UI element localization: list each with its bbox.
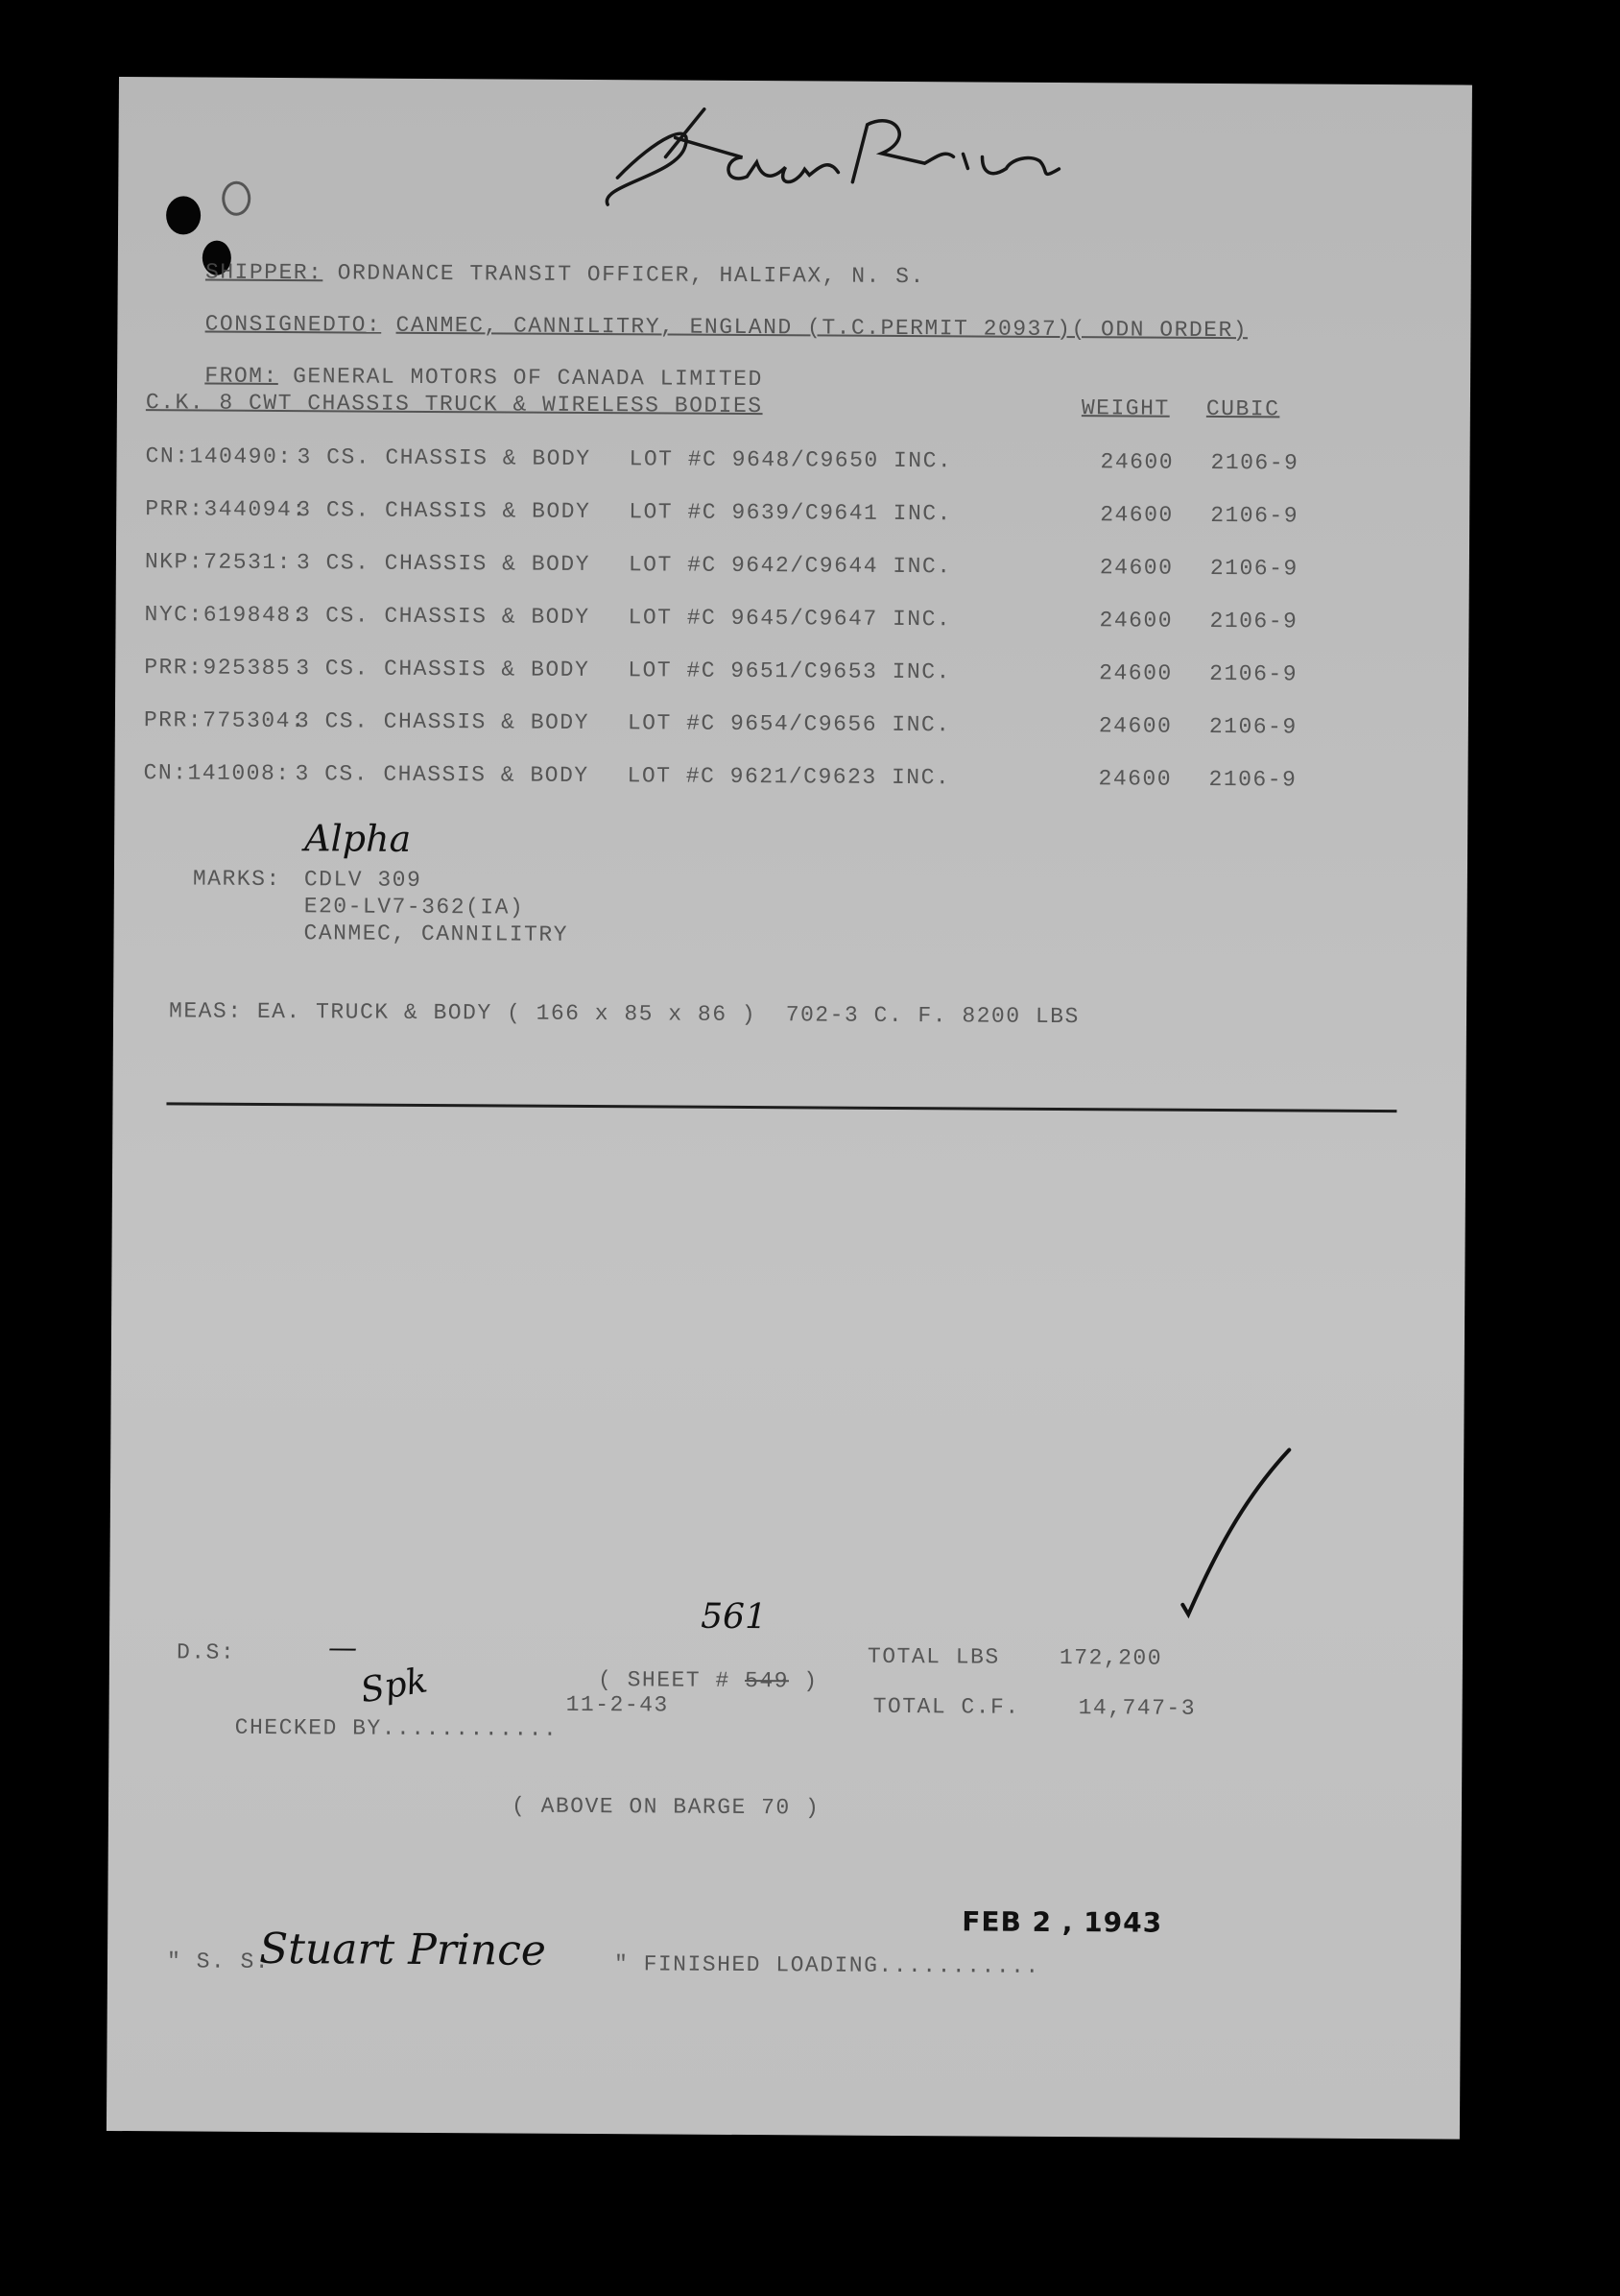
svg-text:Stuart Prince: Stuart Prince [579,98,587,100]
item-desc: 3 CS. CHASSIS & BODY [296,603,590,631]
item-desc: 3 CS. CHASSIS & BODY [297,497,591,525]
sheet-suffix: ) [788,1668,819,1694]
sheet-prefix: ( SHEET # [597,1667,730,1693]
item-lot: LOT #C 9621/C9623 INC. [627,763,951,791]
item-car: CN:141008: [143,760,291,787]
total-cf-value: 14,747-3 [1078,1695,1197,1721]
consigned-value: CANMEC, CANNILITRY, ENGLAND (T.C.PERMIT 20937)( ODN ORDER) [395,312,1249,344]
dash-mark: — [327,1631,358,1665]
checked-initials: Spk [357,1661,431,1711]
sheet-handwritten-number: 561 [701,1596,768,1638]
des-label: D.S: [176,1639,236,1665]
checked-dots: ............ [381,1715,559,1742]
item-weight: 24600 [1099,608,1174,634]
punch-hole [166,196,201,234]
item-car: PRR:775304: [143,707,306,734]
item-lot: LOT #C 9651/C9653 INC. [628,658,951,685]
item-cubic: 2106-9 [1209,608,1298,634]
item-cubic: 2106-9 [1209,555,1298,582]
shipper-label: SHIPPER: [204,259,323,286]
marks-line-2: E20-LV7-362(IA) [303,894,525,921]
item-cubic: 2106-9 [1210,449,1299,476]
item-weight: 24600 [1098,713,1173,739]
items-header-weight: WEIGHT [1081,395,1170,421]
item-lot: LOT #C 9645/C9647 INC. [628,605,952,633]
item-weight: 24600 [1100,449,1175,475]
consigned-label: CONSIGNEDTO: [204,311,382,338]
finished-prefix: " S. S. [166,1949,271,1974]
checked-date: 11-2-43 [565,1691,669,1718]
item-cubic: 2106-9 [1209,660,1298,687]
date-stamp: FEB 2 , 1943 [962,1905,1163,1939]
total-lbs-label: TOTAL LBS [867,1643,1000,1670]
signature-top [579,99,1117,217]
marks-line-3: CANMEC, CANNILITRY [303,921,569,947]
from-value: GENERAL MOTORS OF CANADA LIMITED [293,364,763,393]
marks-label: MARKS: [192,866,281,893]
item-car: PRR:925385 [144,655,292,682]
item-cubic: 2106-9 [1208,713,1298,740]
items-header-description: C.K. 8 CWT CHASSIS TRUCK & WIRELESS BODIES [145,390,763,419]
from-label: FROM: [204,363,278,390]
divider-line [166,1102,1396,1112]
item-desc: 3 CS. CHASSIS & BODY [295,708,590,736]
item-cubic: 2106-9 [1208,766,1298,793]
handwritten-alpha: Alpha [304,817,412,860]
finished-suffix: " FINISHED LOADING........... [613,1951,1040,1979]
measurement-line: MEAS: EA. TRUCK & BODY ( 166 x 85 x 86 ) 702-3 C. F. 8200 LBS [168,998,1080,1030]
total-lbs-value: 172,200 [1059,1645,1163,1671]
finished-ship-signature: Stuart Prince [258,1924,547,1975]
item-desc: 3 CS. CHASSIS & BODY [296,656,590,683]
item-car: CN:140490: [145,443,293,470]
items-header-cubic: CUBIC [1205,395,1280,422]
marks-line-1: CDLV 309 [303,867,422,893]
item-lot: LOT #C 9639/C9641 INC. [629,499,952,527]
item-cubic: 2106-9 [1210,502,1299,529]
shipper-value: ORDNANCE TRANSIT OFFICER, HALIFAX, N. S. [337,260,925,290]
item-lot: LOT #C 9654/C9656 INC. [627,710,951,738]
item-lot: LOT #C 9642/C9644 INC. [628,552,952,580]
item-desc: 3 CS. CHASSIS & BODY [296,550,591,578]
punch-hole-ring [222,181,250,216]
item-lot: LOT #C 9648/C9650 INC. [629,446,953,474]
item-desc: 3 CS. CHASSIS & BODY [295,761,589,789]
total-cf-label: TOTAL C.F. [872,1693,1020,1720]
item-weight: 24600 [1098,766,1173,792]
checked-label: CHECKED BY [234,1714,382,1741]
item-weight: 24600 [1099,660,1173,686]
item-weight: 24600 [1099,555,1174,581]
sheet-struck-number: 549 [744,1668,790,1694]
item-weight: 24600 [1100,502,1174,528]
item-car: NKP:72531: [144,549,293,576]
item-desc: 3 CS. CHASSIS & BODY [297,444,591,472]
item-car: PRR:344094: [145,496,307,523]
barge-note: ( ABOVE ON BARGE 70 ) [511,1793,821,1821]
item-car: NYC:619848: [144,602,306,629]
document-sheet [107,77,1472,2140]
check-mark [1175,1442,1300,1625]
